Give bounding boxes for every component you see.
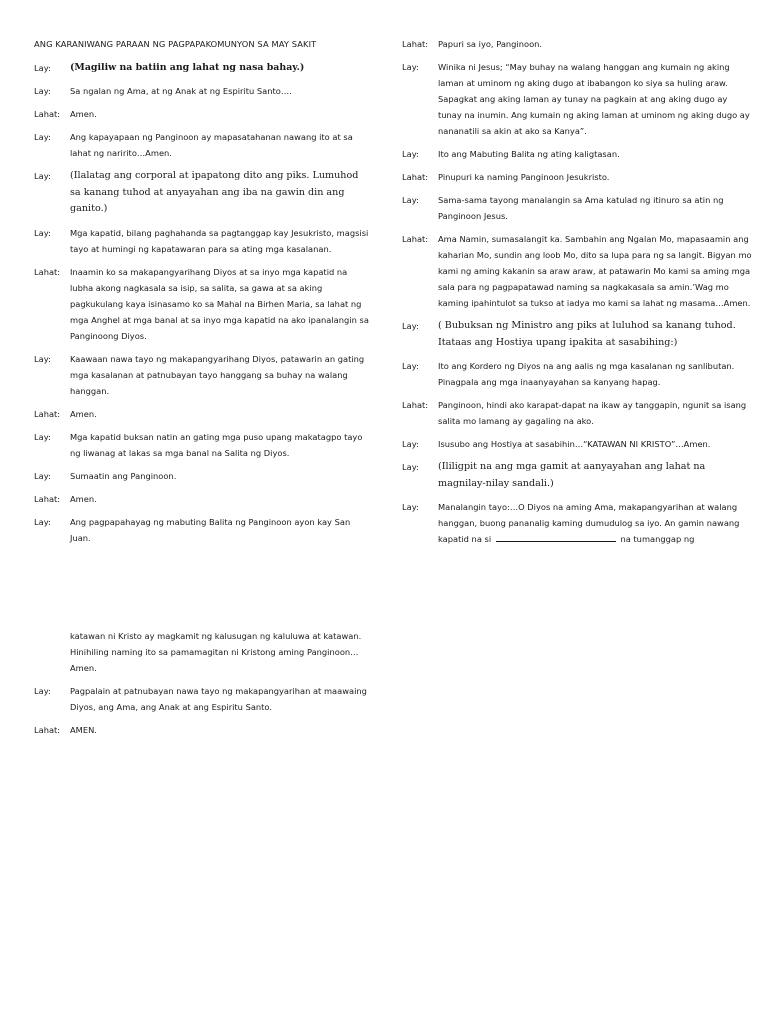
dialogue-line bbox=[34, 406, 370, 422]
dialogue-text: Sumaatin ang Panginoon. bbox=[70, 470, 177, 481]
dialogue-line bbox=[402, 459, 752, 492]
dialogue-text: Ito ang Mabuting Balita ng ating kaligtasan. bbox=[438, 149, 620, 159]
speaker-label: Lay: bbox=[34, 470, 51, 481]
speaker-label: Lay: bbox=[402, 149, 419, 159]
speaker-label: Lay: bbox=[402, 62, 419, 72]
speaker-label: Lahat: bbox=[34, 725, 61, 735]
speaker-label: Lay: bbox=[402, 321, 419, 331]
left-continuation-entries bbox=[34, 683, 370, 745]
dialogue-text: Kaawaan nawa tayo ng makapangyarihang Diyos, patawarin an gating mga kasalanan at patnubayan tayo hanggang sa buhay na walang hanggan. bbox=[70, 353, 365, 396]
dialogue-line bbox=[402, 499, 752, 547]
instruction-text: (Ililigpit na ang mga gamit at aanyayahan ang lahat na magnilay-nilay sandali.) bbox=[438, 461, 706, 489]
speaker-label: Lahat: bbox=[34, 408, 61, 419]
dialogue-text: Inaamin ko sa makapangyarihang Diyos at sa inyo mga kapatid na lubha akong nagkasala sa isip, sa salita, sa gawa at sa aking pagkukulang kaya isinasamo ko sa Mahal na Birhen Maria, sa lahat ng mga Anghel at mga banal at sa inyo mga kapatid na ako ipanalangin sa Panginoong Diyos. bbox=[70, 266, 369, 341]
dialogue-text: Pagpalain at patnubayan nawa tayo ng makapangyarihan at maawaing Diyos, ang Ama, ang Anak at ang Espiritu Santo. bbox=[70, 686, 367, 712]
continuation-text: katawan ni Kristo ay magkamit ng kalusugan ng kaluluwa at katawan. Hinihiling naming ito sa pamamagitan ni Kristong aming Panginoon…Amen. bbox=[70, 631, 362, 673]
dialogue-text: Ang kapayapaan ng Panginoon ay mapasatahanan nawang ito at sa lahat ng naririto…Amen. bbox=[70, 132, 353, 158]
speaker-label: Lay: bbox=[34, 171, 51, 181]
instruction-text: (Ilalatag ang corporal at ipapatong dito ang piks. Lumuhod sa kanang tuhod at anyayahan ang iba na gawin din ang ganito.) bbox=[70, 170, 359, 214]
left-column bbox=[34, 60, 370, 553]
speaker-label: Lahat: bbox=[402, 39, 429, 49]
speaker-label: Lay: bbox=[402, 462, 419, 472]
speaker-label: Lay: bbox=[402, 439, 419, 449]
dialogue-text: Ama Namin, sumasalangit ka. Sambahin ang Ngalan Mo, mapasaamin ang kaharian Mo, sundin ang loob Mo, dito sa lupa para ng sa langit. Bigyan mo kami ng aming kakanin sa araw araw, at patawarin Mo kami sa aming mga sala para ng pagpapatawad naming sa nagkakasala sa amin.’Wag mo kaming ipahintulot sa tukso at iadya mo kami sa lahat ng masama…Amen. bbox=[438, 234, 752, 308]
dialogue-line bbox=[402, 36, 752, 52]
instruction-text: ( Bubuksan ng Ministro ang piks at luluhod sa kanang tuhod. Itataas ang Hostiya upang ipakita at sasabihing:) bbox=[438, 320, 736, 348]
speaker-label: Lahat: bbox=[34, 493, 61, 504]
speaker-label: Lahat: bbox=[402, 234, 429, 244]
dialogue-line bbox=[34, 491, 370, 507]
dialogue-line bbox=[402, 358, 752, 390]
dialogue-text: Amen. bbox=[70, 408, 97, 419]
speaker-label: Lay: bbox=[402, 502, 419, 512]
speaker-label: Lahat: bbox=[402, 172, 429, 182]
dialogue-line bbox=[34, 264, 370, 344]
speaker-label: Lay: bbox=[34, 132, 51, 142]
dialogue-line bbox=[402, 146, 752, 162]
prayer-text-before: Manalangin tayo:…O Diyos na aming Ama, makapangyarihan at walang hanggan, buong pananalig kaming dumudulog sa iyo. An gamin nawang kapatid na si bbox=[438, 502, 740, 544]
dialogue-text: Isusubo ang Hostiya at sasabihin…“KATAWAN NI KRISTO”…Amen. bbox=[438, 439, 711, 449]
speaker-label: Lahat: bbox=[402, 400, 429, 410]
speaker-label: Lay: bbox=[34, 431, 51, 442]
left-continuation bbox=[70, 628, 370, 683]
instruction-text: (Magiliw na batiin ang lahat ng nasa bahay.) bbox=[70, 62, 305, 73]
dialogue-line bbox=[34, 429, 370, 461]
dialogue-text bbox=[438, 499, 752, 547]
speaker-label: Lay: bbox=[34, 86, 51, 96]
dialogue-text: AMEN. bbox=[70, 725, 97, 735]
dialogue-line bbox=[402, 436, 752, 452]
dialogue-text: Papuri sa iyo, Panginoon. bbox=[438, 39, 543, 49]
speaker-label: Lay: bbox=[34, 227, 51, 238]
dialogue-line bbox=[402, 59, 752, 139]
dialogue-line bbox=[34, 722, 370, 738]
dialogue-line bbox=[34, 514, 370, 546]
dialogue-text: Pinupuri ka naming Panginoon Jesukristo. bbox=[438, 172, 610, 182]
dialogue-line bbox=[402, 169, 752, 185]
speaker-label: Lay: bbox=[402, 361, 419, 371]
dialogue-line bbox=[34, 129, 370, 161]
dialogue-text: Mga kapatid buksan natin an gating mga puso upang makatagpo tayo ng liwanag at lakas sa mga banal na Salita ng Diyos. bbox=[70, 431, 363, 458]
dialogue-line bbox=[34, 351, 370, 399]
dialogue-text: Sa ngalan ng Ama, at ng Anak at ng Espiritu Santo…. bbox=[70, 86, 292, 96]
dialogue-line bbox=[34, 60, 370, 76]
dialogue-text: Amen. bbox=[70, 109, 97, 119]
dialogue-text: Ang pagpapahayag ng mabuting Balita ng Panginoon ayon kay San Juan. bbox=[70, 516, 351, 543]
dialogue-text: Mga kapatid, bilang paghahanda sa pagtanggap kay Jesukristo, magsisi tayo at humingi ng kapatawaran para sa ating mga kasalanan. bbox=[70, 227, 369, 254]
dialogue-line bbox=[402, 192, 752, 224]
document-title: ANG KARANIWANG PARAAN NG PAGPAPAKOMUNYON SA MAY SAKIT bbox=[34, 39, 317, 49]
dialogue-line bbox=[34, 683, 370, 715]
prayer-text-after: na tumanggap ng bbox=[620, 534, 695, 544]
dialogue-text: Ito ang Kordero ng Diyos na ang aalis ng mga kasalanan ng sanlibutan. Pinagpala ang mga inaanyayahan sa kanyang hapag. bbox=[438, 361, 735, 387]
speaker-label: Lay: bbox=[34, 516, 51, 527]
dialogue-line bbox=[34, 106, 370, 122]
dialogue-text: Amen. bbox=[70, 493, 97, 504]
dialogue-line bbox=[402, 397, 752, 429]
dialogue-line bbox=[34, 225, 370, 257]
speaker-label: Lahat: bbox=[34, 109, 61, 119]
speaker-label: Lay: bbox=[34, 353, 51, 364]
dialogue-text: Sama-sama tayong manalangin sa Ama katulad ng itinuro sa atin ng Panginoon Jesus. bbox=[438, 195, 724, 221]
dialogue-line bbox=[402, 318, 752, 351]
speaker-label: Lay: bbox=[34, 63, 51, 73]
dialogue-line bbox=[34, 83, 370, 99]
speaker-label: Lay: bbox=[34, 686, 51, 696]
dialogue-line bbox=[402, 231, 752, 311]
right-column bbox=[402, 36, 752, 554]
speaker-label: Lahat: bbox=[34, 266, 61, 277]
dialogue-line bbox=[34, 168, 370, 218]
dialogue-text: Winika ni Jesus; “May buhay na walang hanggan ang kumain ng aking laman at uminom ng aking dugo at ibabangon ko siya sa huling araw. Sapagkat ang aking laman ay tunay na pagkain at ang aking dugo ay tunay na inumin. Ang kumain ng aking laman at uminom ng aking dugo ay nananatili sa akin at ako sa Kanya”. bbox=[438, 62, 750, 136]
dialogue-text: Panginoon, hindi ako karapat-dapat na ikaw ay tanggapin, ngunit sa isang salita mo lamang ay gagaling na ako. bbox=[438, 400, 747, 426]
dialogue-line bbox=[34, 468, 370, 484]
name-blank-line bbox=[496, 532, 616, 542]
speaker-label: Lay: bbox=[402, 195, 419, 205]
